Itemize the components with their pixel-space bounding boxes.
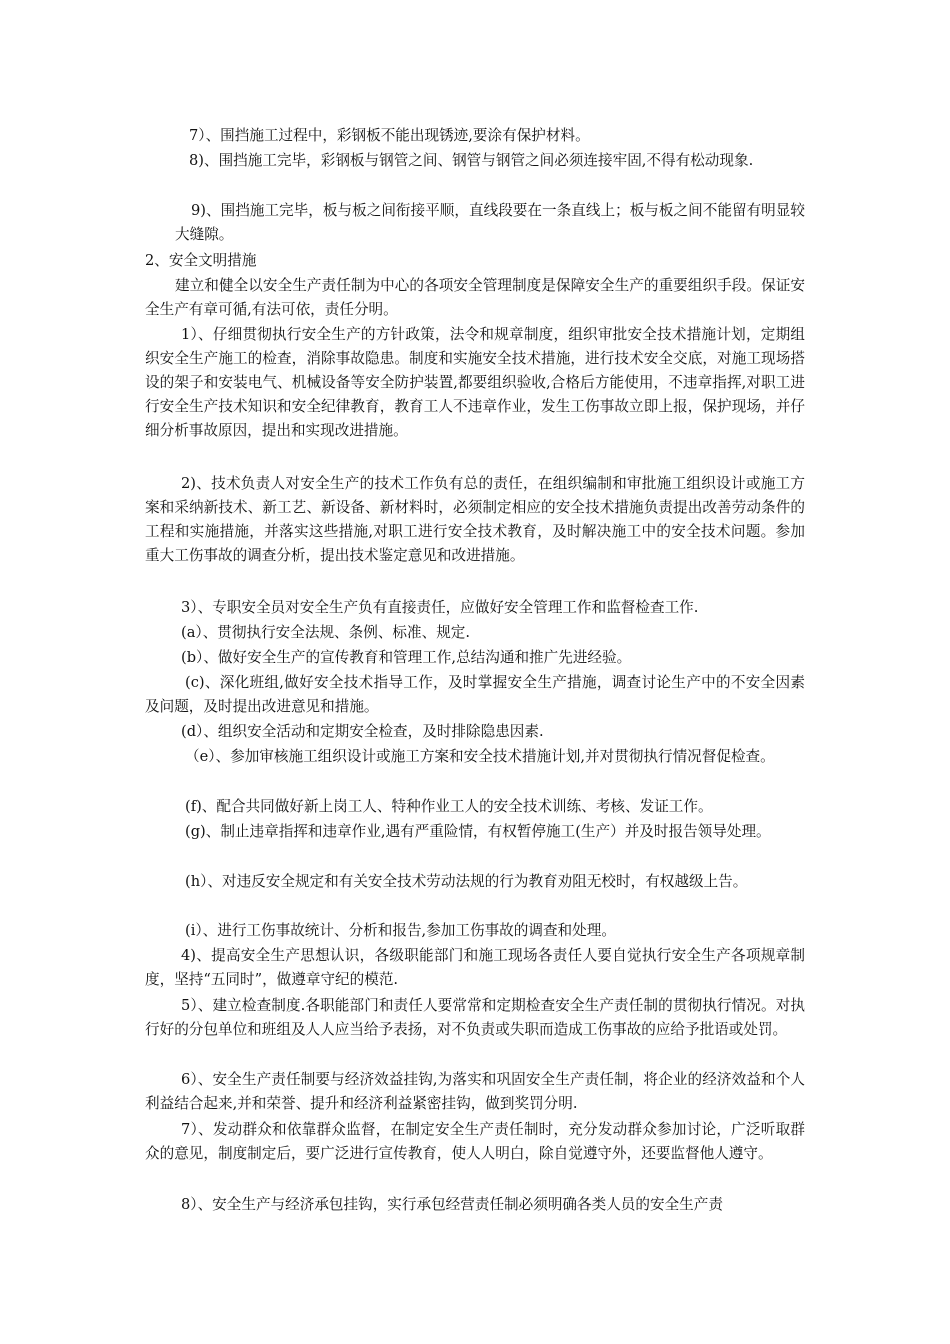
list-item: （e）、参加审核施工组织设计或施工方案和安全技术措施计划,并对贯彻执行情况督促检查。 (185, 748, 775, 765)
paragraph: 4)、提高安全生产思想认识，各级职能部门和施工现场各责任人要自觉执行安全生产各项规章制度，坚持“五同时”，做遵章守纪的模范. (145, 947, 805, 988)
paragraph: 7）、围挡施工过程中，彩钢板不能出现锈迹,要涂有保护材料。 (189, 127, 590, 144)
list-item: (g)、制止违章指挥和违章作业,遇有严重险情，有权暂停施工(生产）并及时报告领导处理。 (185, 823, 771, 840)
list-item: (f)、配合共同做好新上岗工人、特种作业工人的安全技术训练、考核、发证工作。 (185, 798, 713, 815)
list-item: (d）、组织安全活动和定期安全检查，及时排除隐患因素. (181, 723, 544, 740)
paragraph: 8）、安全生产与经济承包挂钩，实行承包经营责任制必须明确各类人员的安全生产责 (181, 1196, 723, 1213)
paragraph: 6）、安全生产责任制要与经济效益挂钩,为落实和巩固安全生产责任制，将企业的经济效益和个人利益结合起来,并和荣誉、提升和经济利益紧密挂钩，做到奖罚分明. (145, 1071, 805, 1112)
list-item: (c)、深化班组,做好安全技术指导工作，及时掌握安全生产措施，调查讨论生产中的不安全因素及问题，及时提出改进意见和措施。 (145, 674, 805, 715)
paragraph: 7）、发动群众和依靠群众监督，在制定安全生产责任制时，充分发动群众参加讨论，广泛听取群众的意见，制度制定后，要广泛进行宣传教育，使人人明白，除自觉遵守外，还要监督他人遵守。 (145, 1121, 805, 1162)
paragraph: 9)、围挡施工完毕，板与板之间衔接平顺，直线段要在一条直线上；板与板之间不能留有明显较大缝隙。 (175, 202, 805, 243)
paragraph: 1）、仔细贯彻执行安全生产的方针政策，法令和规章制度，组织审批安全技术措施计划，定期组织安全生产施工的检查，消除事故隐患。制度和实施安全技术措施，进行技术安全交底，对施工现场搭设的架子和安装电气、机械设备等安全防护装置,都要组织验收,合格后方能使用，不违章指挥,对职工进行安全生产技术知识和安全纪律教育，教育工人不违章作业，发生工伤事故立即上报，保护现场，并仔细分析事故原因，提出和实现改进措施。 (145, 326, 805, 439)
paragraph: 3）、专职安全员对安全生产负有直接责任，应做好安全管理工作和监督检查工作. (181, 599, 699, 616)
list-item: (h）、对违反安全规定和有关安全技术劳动法规的行为教育劝阻无校时，有权越级上告。 (185, 873, 748, 890)
section-heading: 2、安全文明措施 (145, 252, 257, 269)
paragraph: 8)、围挡施工完毕，彩钢板与钢管之间、钢管与钢管之间必须连接牢固,不得有松动现象. (189, 152, 754, 169)
list-item: (b）、做好安全生产的宣传教育和管理工作,总结沟通和推广先进经验。 (181, 649, 632, 666)
list-item: (i）、进行工伤事故统计、分析和报告,参加工伤事故的调查和处理。 (185, 922, 616, 939)
paragraph: 2)、技术负责人对安全生产的技术工作负有总的责任，在组织编制和审批施工组织设计或施工方案和采纳新技术、新工艺、新设备、新材料时，必须制定相应的安全技术措施负责提出改善劳动条件的工程和实施措施，并落实这些措施,对职工进行安全技术教育，及时解决施工中的安全技术问题。参加重大工伤事故的调查分析，提出技术鉴定意见和改进措施。 (145, 475, 805, 564)
paragraph: 5）、建立检查制度.各职能部门和责任人要常常和定期检查安全生产责任制的贯彻执行情况。对执行好的分包单位和班组及人人应当给予表扬，对不负责或失职而造成工伤事故的应给予批语或处罚。 (145, 997, 805, 1038)
list-item: (a）、贯彻执行安全法规、条例、标准、规定. (181, 624, 471, 641)
paragraph: 建立和健全以安全生产责任制为中心的各项安全管理制度是保障安全生产的重要组织手段。保证安全生产有章可循,有法可依，责任分明。 (145, 277, 805, 318)
